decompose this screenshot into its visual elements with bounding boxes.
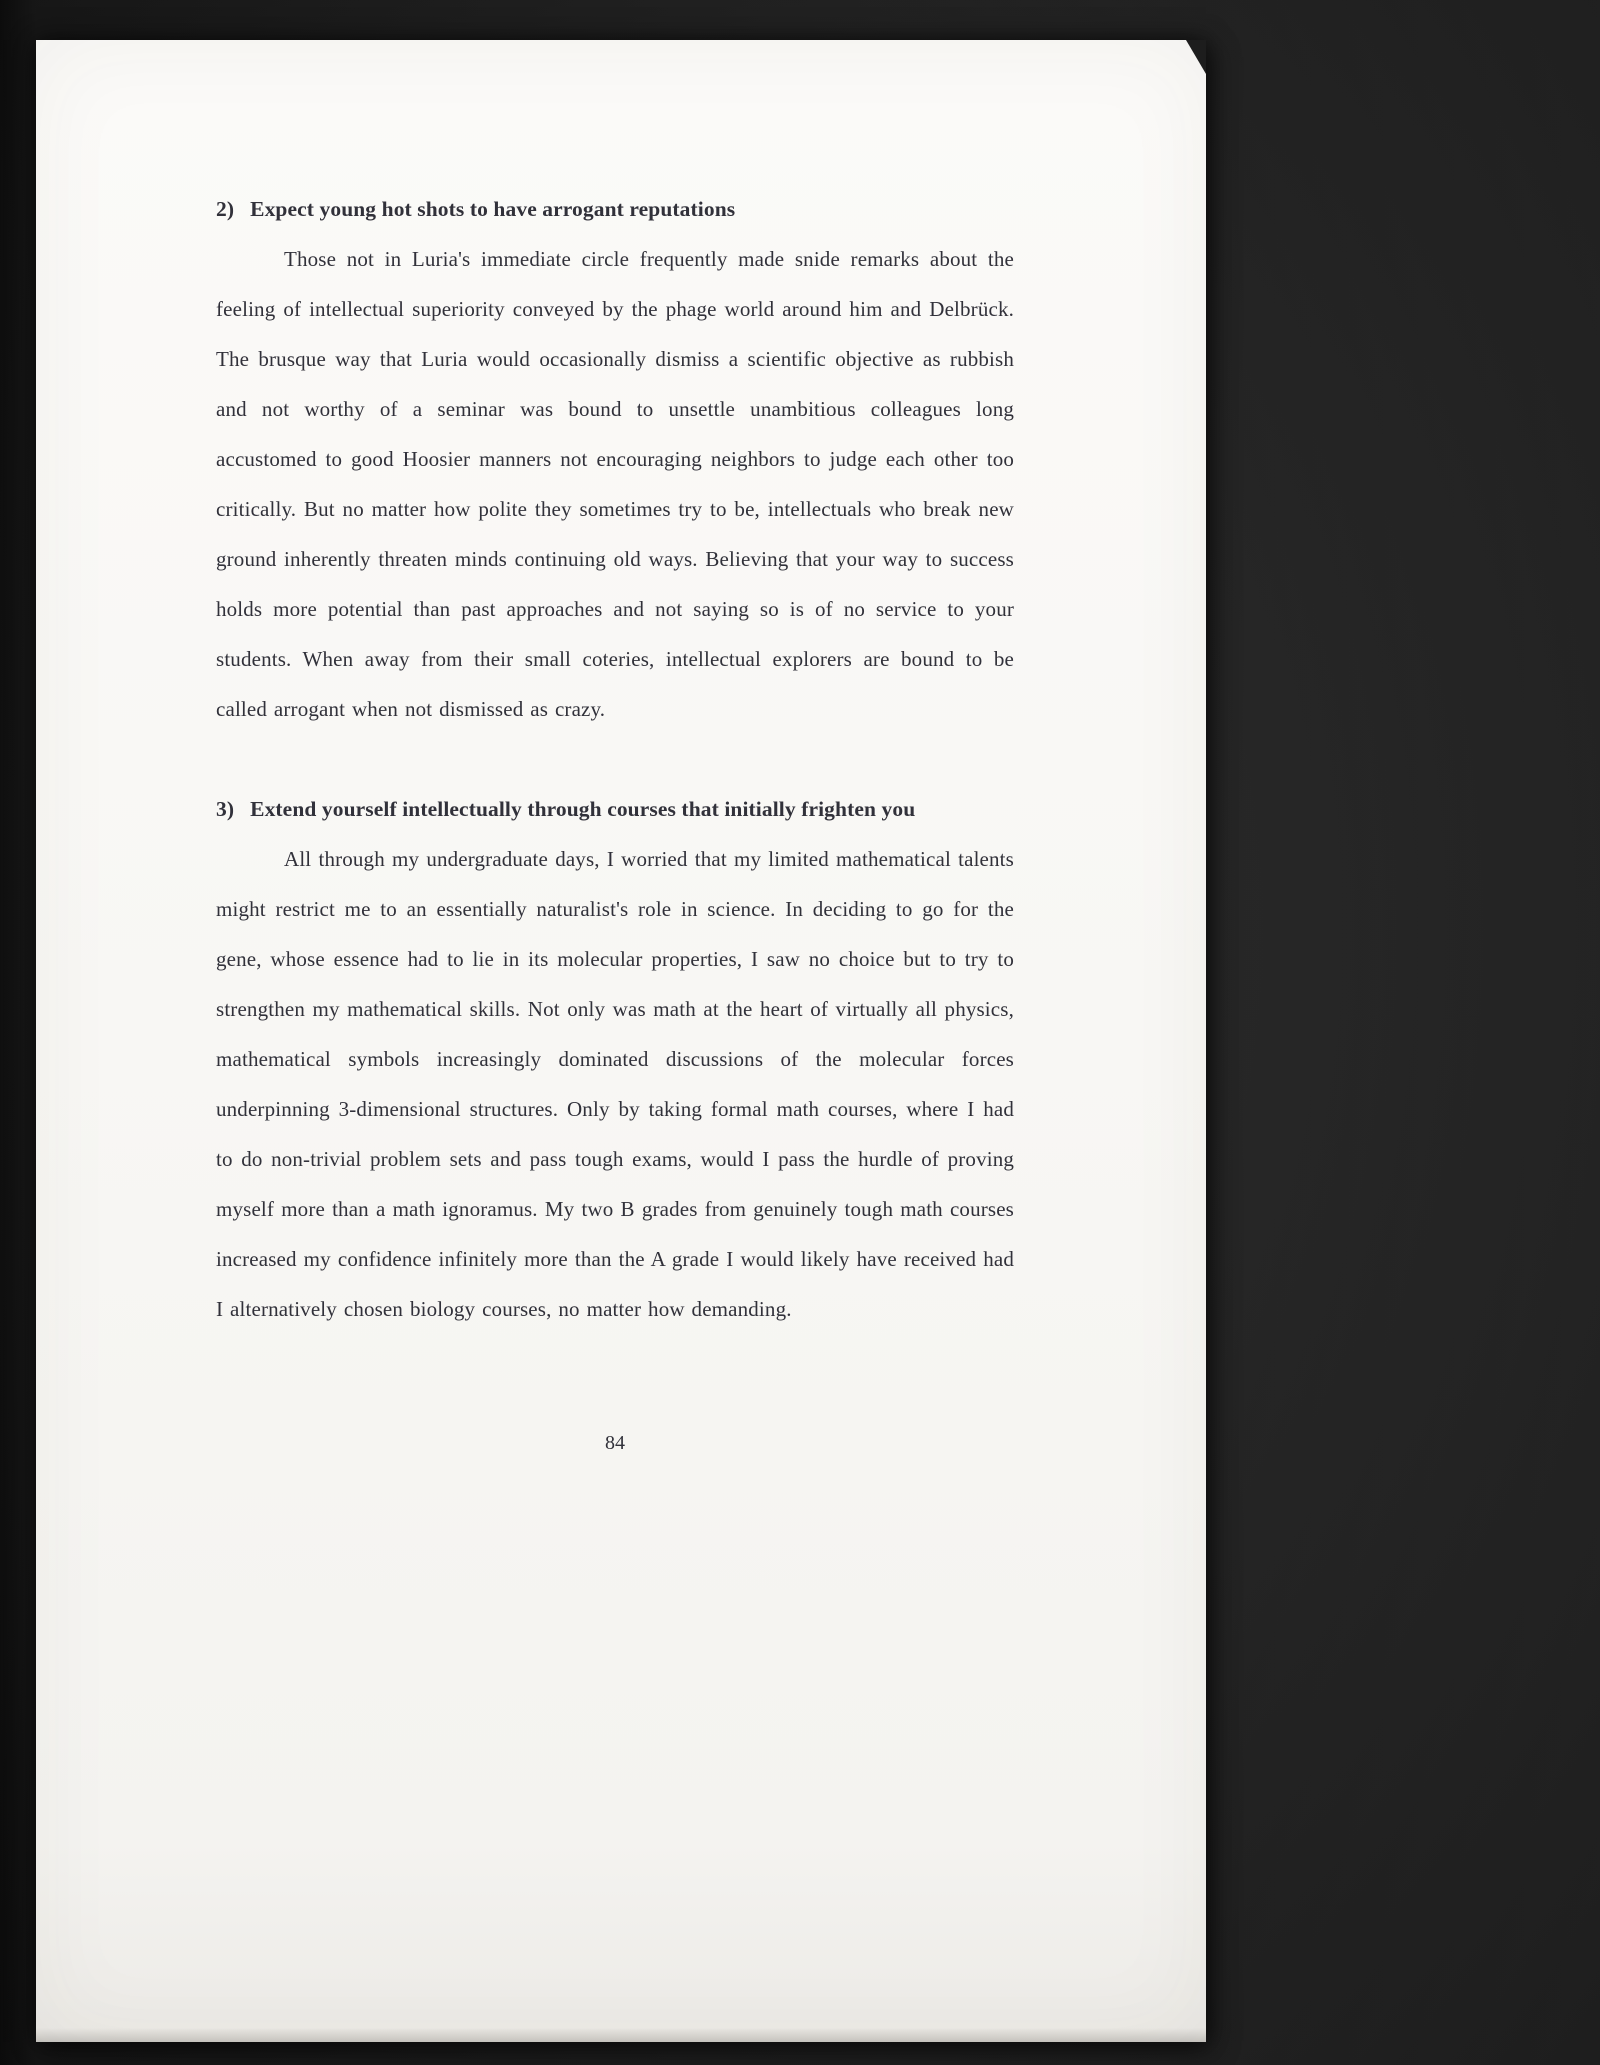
document-page [36, 40, 1206, 2042]
section-3 [216, 784, 1014, 1334]
section-paragraph: Those not in Luria's immediate circle frequently made snide remarks about the feeling of intellectual superiority conveyed by the phage world around him and Delbrück. The brusque way that Luria would occasionally dismiss a scientific objective as rubbish and not worthy of a seminar was bound to unsettle unambitious colleagues long accustomed to good Hoosier manners not encouraging neighbors to judge each other too critically. But no matter how polite they sometimes try to be, intellectuals who break new ground inherently threaten minds continuing old ways. Believing that your way to success holds more potential than past approaches and not saying so is of no service to your students. When away from their small coteries, intellectual explorers are bound to be called arrogant when not dismissed as crazy. [216, 247, 1014, 721]
section-paragraph: All through my undergraduate days, I worried that my limited mathematical talents might restrict me to an essentially naturalist's role in science. In deciding to go for the gene, whose essence had to lie in its molecular properties, I saw no choice but to try to strengthen my mathematical skills. Not only was math at the heart of virtually all physics, mathematical symbols increasingly dominated discussions of the molecular forces underpinning 3-dimensional structures. Only by taking formal math courses, where I had to do non-trivial problem sets and pass tough exams, would I pass the hurdle of proving myself more than a math ignoramus. My two B grades from genuinely tough math courses increased my confidence infinitely more than the A grade I would likely have received had I alternatively chosen biology courses, no matter how demanding. [216, 847, 1014, 1321]
section-heading [216, 184, 1014, 234]
page-number: 84 [605, 1432, 625, 1454]
paper-bottom-edge-shadow [36, 2028, 1206, 2042]
section-heading [216, 784, 1014, 834]
section-2 [216, 184, 1014, 734]
section-heading-text: Extend yourself intellectually through courses that initially frighten you [250, 797, 916, 821]
page-corner-notch [1186, 40, 1206, 74]
section-number: 2) [216, 197, 235, 221]
section-number: 3) [216, 797, 235, 821]
section-heading-text: Expect young hot shots to have arrogant reputations [250, 197, 736, 221]
text-content [216, 184, 1014, 1334]
